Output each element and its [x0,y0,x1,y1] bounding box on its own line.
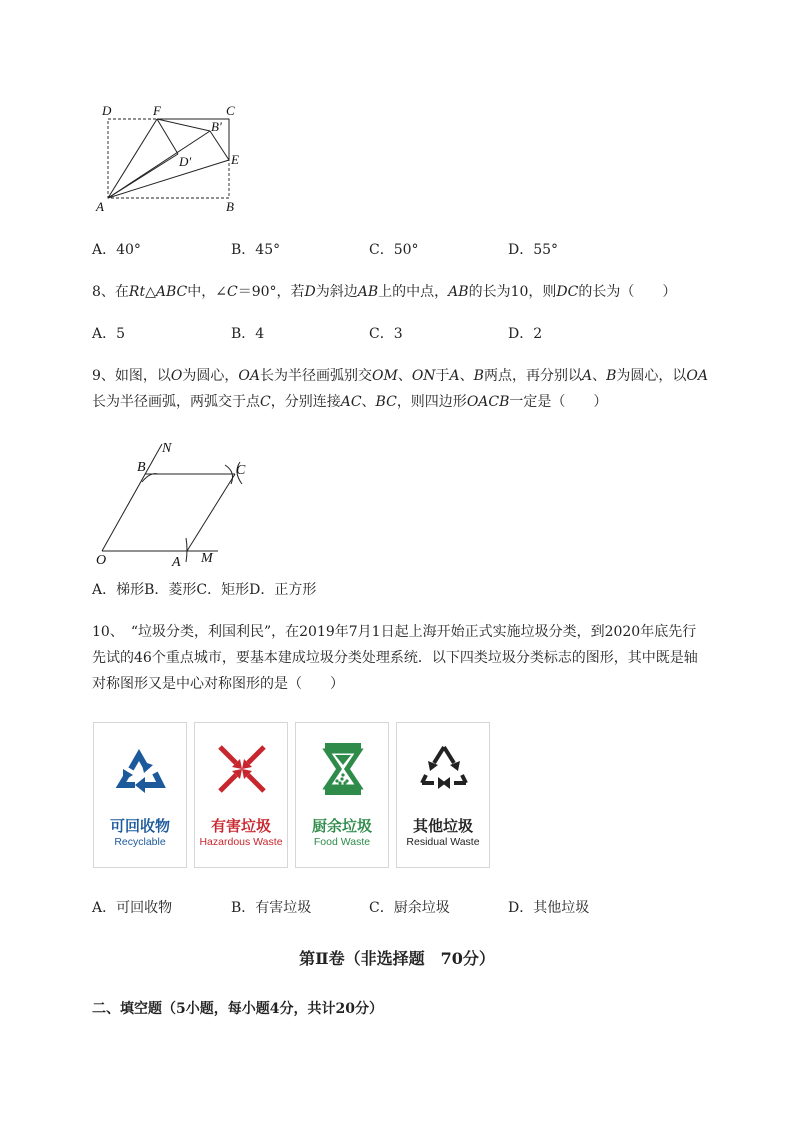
label-M: M [201,551,213,566]
question9-line1: 9、如图，以O为圆心，OA长为半径画弧别交OM、ON于A、B两点，再分别以A、B为圆心，以OA [92,368,708,384]
sign-label-cn: 其他垃圾 [412,817,473,835]
question10-line2: 先试的46个重点城市，要基本建成垃圾分类处理系统．以下四类垃圾分类标志的图形，其中既是轴 [92,650,698,666]
q9-options: A．梯形B．菱形C．矩形D．正方形 [92,582,317,598]
residual-arrows-icon [414,739,474,799]
q8-option-b: B．4 [231,326,265,342]
label-O: O [96,553,107,568]
q8-option-a: A．5 [92,326,126,342]
question10-line3: 对称图形又是中心对称图形的是（ ） [92,676,344,692]
q7-option-c: C．50° [369,242,419,258]
q10-option-b: B．有害垃圾 [231,900,312,916]
q7-option-a: A．40° [92,242,141,258]
q8-option-d: D．2 [508,326,543,342]
sign-label-cn: 可回收物 [109,817,170,835]
sign-label-en: Hazardous Waste [199,836,283,848]
line-AE [108,160,229,198]
hourglass-icon [313,739,373,799]
segment-AC [187,474,235,551]
sign-label-cn: 厨余垃圾 [311,817,372,835]
label-A: A [96,199,104,214]
label-B: B [226,199,234,214]
question9-line2: 长为半径画弧，两弧交于点C，分别连接AC、BC，则四边形OACB一定是（ ） [92,394,608,410]
label-C: C [236,463,246,478]
q7-option-b: B．45° [231,242,281,258]
line-FD-prime [157,119,178,154]
label-A: A [172,555,181,570]
question9-figure [90,438,260,570]
question7-figure [90,100,250,216]
label-D: D [102,103,112,118]
sign-label-en: Residual Waste [406,836,480,848]
q10-option-c: C．厨余垃圾 [369,900,450,916]
hazard-cross-icon [212,739,272,799]
label-N: N [162,441,172,456]
label-C: C [226,103,235,118]
q10-option-d: D．其他垃圾 [508,900,590,916]
q7-option-d: D．55° [508,242,559,258]
label-E: E [231,152,239,167]
q8-option-c: C．3 [369,326,403,342]
arc-at-A [186,538,187,562]
line-AF [108,119,157,198]
question10-line1: 10、 “垃圾分类，利国利民”，在2019年7月1日起上海开始正式实施垃圾分类，到2020年底先行 [92,624,697,640]
section2-title: 第Ⅱ卷（非选择题 70分） [299,949,495,968]
sign-label-en: Recyclable [114,836,166,848]
sign-card-residual-waste [396,722,490,868]
q10-option-a: A．可回收物 [92,900,173,916]
label-F: F [153,103,161,118]
part2-heading: 二、填空题（5小题，每小题4分，共计20分） [92,1001,383,1017]
label-B-prime: B′ [211,119,222,134]
sign-card-hazardous [194,722,288,868]
line-FB-prime [157,119,210,131]
line-B-prime-E [210,131,229,160]
line-AB-prime [108,131,210,198]
sign-card-recyclable [93,722,187,868]
question8-text: 8、在Rt△ABC中，∠C＝90°，若D为斜边AB上的中点，AB的长为10，则DC的长为（ ） [92,284,677,300]
label-B: B [137,460,146,475]
sign-label-en: Food Waste [313,836,371,848]
recycle-arrows-icon [111,739,171,799]
ray-ON [102,444,162,551]
label-D-prime: D′ [179,154,192,169]
sign-card-food-waste [295,722,389,868]
sign-label-cn: 有害垃圾 [210,817,271,835]
